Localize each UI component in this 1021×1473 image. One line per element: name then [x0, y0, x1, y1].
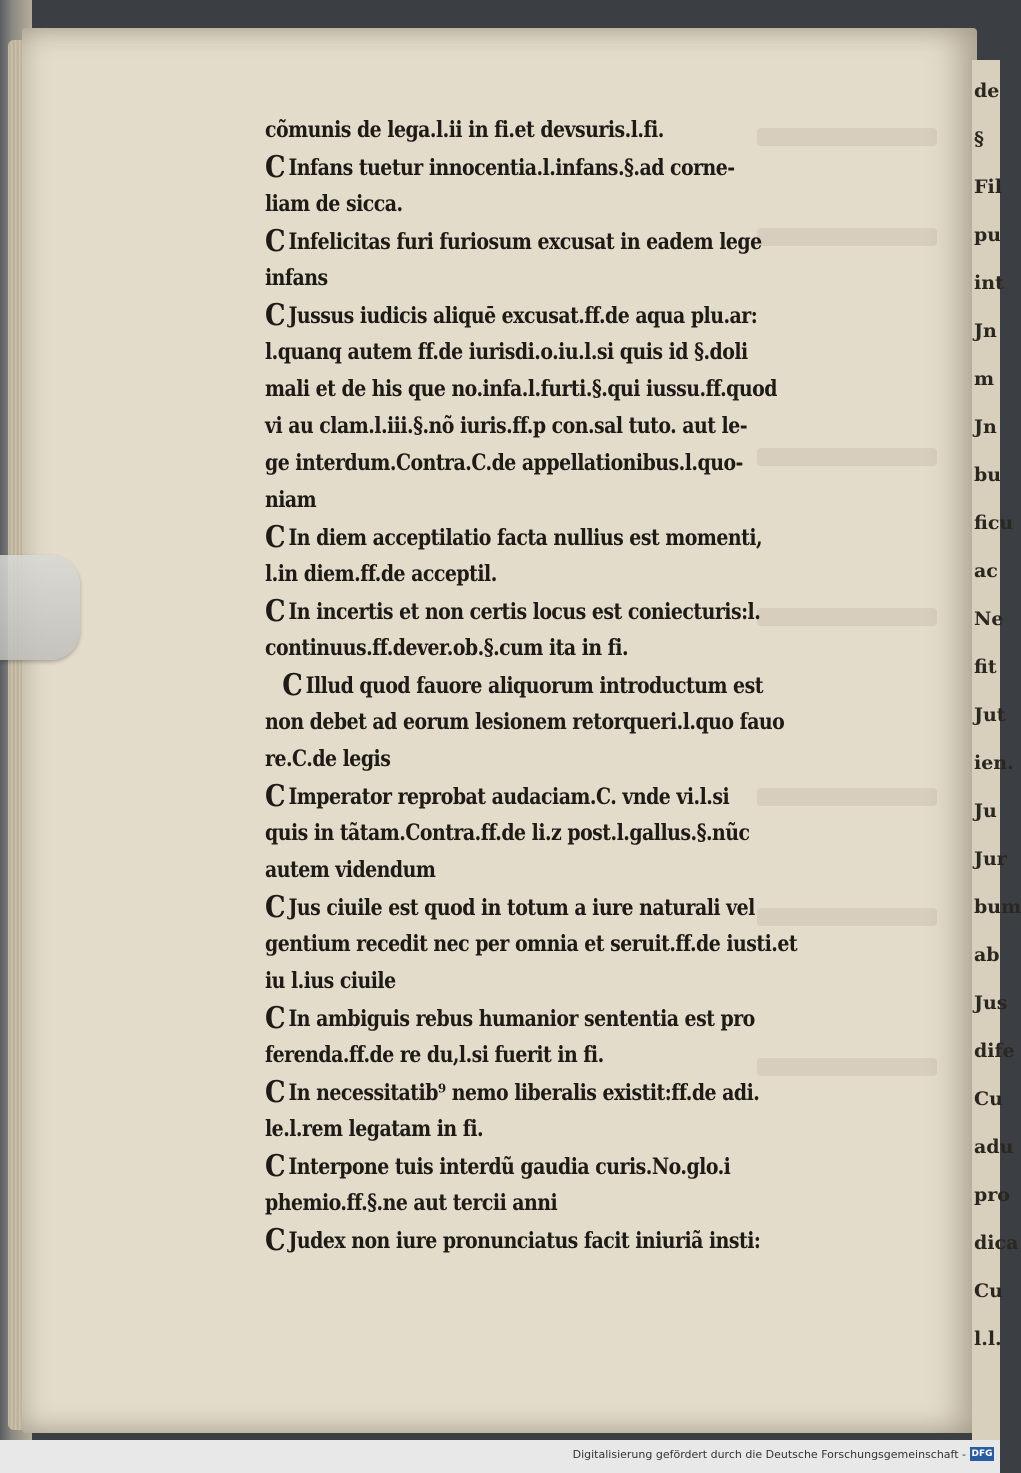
adjacent-page-fragment: dife — [974, 1040, 1015, 1062]
paragraph-mark: C — [265, 594, 286, 629]
line-text: Illud quod fauore aliquorum introductum est — [305, 673, 763, 699]
adjacent-page-fragment: bu — [974, 464, 1002, 486]
adjacent-page-fragment: Cu — [974, 1088, 1003, 1110]
text-line — [265, 963, 833, 1000]
text-line — [265, 297, 833, 334]
line-text: In ambiguis rebus humanior sententia est pro — [288, 1006, 755, 1032]
adjacent-page-fragment: Jut — [974, 704, 1006, 726]
text-line — [265, 889, 833, 926]
adjacent-page-fragment: int — [974, 272, 1004, 294]
paragraph-mark: C — [265, 1001, 286, 1036]
text-line — [265, 482, 833, 519]
adjacent-page-fragment: Jn — [974, 416, 997, 438]
adjacent-page-fragment: ac — [974, 560, 998, 582]
line-text: gentium recedit nec per omnia et seruit.ff.de iusti.et — [265, 931, 798, 957]
line-text: infans — [265, 265, 328, 291]
line-text: cõmunis de lega.l.ii in fi.et devsuris.l.fi. — [265, 117, 664, 143]
line-text: autem videndum — [265, 857, 436, 883]
line-text: ferenda.ff.de re du,l.si fuerit in fi. — [265, 1042, 604, 1068]
paragraph-mark: C — [265, 1075, 286, 1110]
text-line — [265, 593, 833, 630]
line-text: re.C.de legis — [265, 746, 391, 772]
paragraph-mark: C — [265, 298, 286, 333]
adjacent-page-fragment: bum — [974, 896, 1021, 918]
adjacent-page-fragment: Ne — [974, 608, 1004, 630]
text-line — [265, 1037, 833, 1074]
text-line — [265, 667, 833, 704]
line-text: Imperator reprobat audaciam.C. vnde vi.l.si — [288, 784, 730, 810]
paragraph-mark: C — [265, 520, 286, 555]
adjacent-page-fragment: Fil — [974, 176, 1002, 198]
text-line — [265, 445, 833, 482]
adjacent-page-fragment: fit — [974, 656, 997, 678]
text-line — [265, 556, 833, 593]
adjacent-page-fragment: l.l. — [974, 1328, 1002, 1350]
text-line — [265, 223, 833, 260]
text-line — [265, 815, 833, 852]
line-text: Jus ciuile est quod in totum a iure naturali vel — [288, 895, 755, 921]
adjacent-page-fragment: Jur — [974, 848, 1007, 870]
adjacent-page-fragment: Cu — [974, 1280, 1003, 1302]
line-text: Judex non iure pronunciatus facit iniuriã insti: — [288, 1228, 761, 1254]
text-line — [265, 778, 833, 815]
paragraph-mark: C — [282, 668, 303, 703]
adjacent-page-edge — [972, 60, 1021, 1440]
text-line — [265, 741, 833, 778]
page-text — [265, 112, 925, 1259]
adjacent-page-fragment: ficu — [974, 512, 1014, 534]
line-text: Jussus iudicis aliquē excusat.ff.de aqua plu.ar: — [288, 303, 758, 329]
line-text: liam de sicca. — [265, 191, 403, 217]
text-line — [265, 186, 833, 223]
line-text: Infelicitas furi furiosum excusat in eadem lege — [288, 229, 762, 255]
line-text: In necessitatib⁹ nemo liberalis existit:ff.de adi. — [288, 1080, 760, 1106]
adjacent-page-fragment: ab — [974, 944, 1000, 966]
text-line — [265, 519, 833, 556]
adjacent-page-fragment: Ju — [974, 800, 997, 822]
text-line — [265, 630, 833, 667]
line-text: le.l.rem legatam in fi. — [265, 1116, 484, 1142]
line-text: In incertis et non certis locus est coniecturis:l. — [288, 599, 761, 625]
adjacent-page-fragment: m — [974, 368, 995, 390]
adjacent-page-fragment: ien. — [974, 752, 1014, 774]
line-text: non debet ad eorum lesionem retorqueri.l.quo fauo — [265, 709, 785, 735]
digitization-credit: Digitalisierung gefördert durch die Deutsche Forschungsgemeinschaft - — [572, 1448, 966, 1461]
line-text: iu l.ius ciuile — [265, 968, 396, 994]
text-line — [265, 1111, 833, 1148]
text-line — [265, 149, 833, 186]
text-line — [265, 1074, 833, 1111]
adjacent-page-fragment: pu — [974, 224, 1002, 246]
text-line — [265, 112, 833, 149]
adjacent-page-fragment: Jus — [974, 992, 1008, 1014]
paragraph-mark: C — [265, 779, 286, 814]
line-text: phemio.ff.§.ne aut tercii anni — [265, 1190, 558, 1216]
paragraph-mark: C — [265, 224, 286, 259]
adjacent-page-fragment: pro — [974, 1184, 1010, 1206]
line-text: Interpone tuis interdũ gaudia curis.No.glo.i — [288, 1154, 731, 1180]
text-line — [265, 852, 833, 889]
paragraph-mark: C — [265, 1223, 286, 1258]
line-text: Infans tuetur innocentia.l.infans.§.ad corne- — [288, 155, 735, 181]
adjacent-page-fragment: adu — [974, 1136, 1014, 1158]
text-line — [265, 926, 833, 963]
dfg-logo-icon: DFG — [971, 1449, 993, 1459]
line-text: continuus.ff.dever.ob.§.cum ita in fi. — [265, 635, 629, 661]
adjacent-page-fragment: § — [974, 128, 984, 150]
paragraph-mark: C — [265, 1149, 286, 1184]
line-text: niam — [265, 487, 317, 513]
text-line — [265, 1000, 833, 1037]
glass-clip — [0, 555, 80, 660]
text-line — [265, 260, 833, 297]
line-text: mali et de his que no.infa.l.furti.§.qui iussu.ff.quod — [265, 376, 777, 402]
text-line — [265, 1185, 833, 1222]
text-line — [265, 1148, 833, 1185]
line-text: ge interdum.Contra.C.de appellationibus.l.quo- — [265, 450, 743, 476]
line-text: l.quanq autem ff.de iurisdi.o.iu.l.si quis id §.doli — [265, 339, 748, 365]
line-text: vi au clam.l.iii.§.nõ iuris.ff.p con.sal tuto. aut le- — [265, 413, 748, 439]
text-line — [265, 704, 833, 741]
adjacent-page-fragment: de — [974, 80, 1000, 102]
paragraph-mark: C — [265, 890, 286, 925]
paragraph-mark: C — [265, 150, 286, 185]
text-line — [265, 334, 833, 371]
line-text: quis in tãtam.Contra.ff.de li.z post.l.gallus.§.nũc — [265, 820, 750, 846]
text-line — [265, 408, 833, 445]
text-line — [265, 1222, 833, 1259]
line-text: In diem acceptilatio facta nullius est momenti, — [288, 525, 763, 551]
adjacent-page-fragment: Jn — [974, 320, 997, 342]
line-text: l.in diem.ff.de acceptil. — [265, 561, 497, 587]
adjacent-page-fragment: dica — [974, 1232, 1019, 1254]
text-line — [265, 371, 833, 408]
